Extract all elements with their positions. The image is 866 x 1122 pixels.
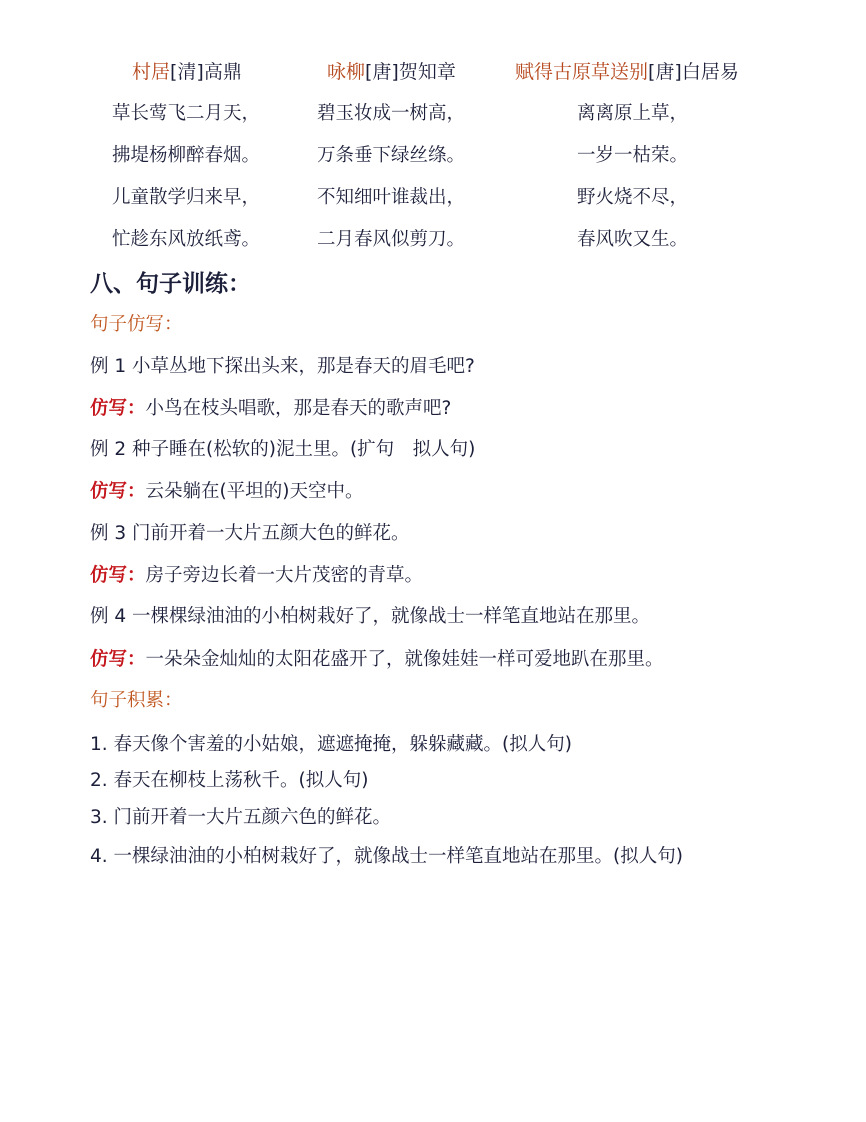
imitation-text: 小鸟在枝头唱歌，那是春天的歌声吧? [145,398,452,419]
accumulation-item: 3. 门前开着一大片五颜六色的鲜花。 [90,807,392,828]
poem-author: [清]高鼎 [170,61,242,83]
example-sentence: 例 2 种子睡在(松软的)泥土里。(扩句 拟人句) [90,439,476,460]
accumulation-item: 4. 一棵绿油油的小柏树栽好了，就像战士一样笔直地站在那里。(拟人句) [90,846,683,867]
poem-line: 草长莺飞二月天， [112,103,261,124]
accumulation-title: 句子积累： [90,690,183,711]
accumulation-item: 2. 春天在柳枝上荡秋千。(拟人句) [90,770,369,791]
poem-line: 万条垂下绿丝绦。 [317,145,466,166]
imitation-text: 云朵躺在(平坦的)天空中。 [145,481,364,502]
poem-title-fudegu [515,56,739,88]
poem-title [515,56,739,88]
example-sentence: 例 1 小草丛地下探出头来，那是春天的眉毛吧? [90,356,475,377]
imitation-answer [90,561,423,591]
poem-line: 忙趁东风放纸鸢。 [112,229,261,250]
poem-line: 二月春风似剪刀。 [317,229,466,250]
poem-line: 野火烧不尽， [577,187,689,208]
imitation-tag: 仿写： [90,649,146,670]
imitation-answer [90,645,664,675]
imitation-title: 句子仿写： [90,314,183,335]
poem-name: 咏柳 [327,61,366,83]
poem-title [327,56,456,88]
poem-title-cunju [132,56,242,88]
poem-name: 赋得古原草送别 [515,61,649,83]
imitation-answer [90,477,363,507]
example-sentence: 例 4 一棵棵绿油油的小柏树栽好了，就像战士一样笔直地站在那里。 [90,606,651,627]
poem-line: 儿童散学归来早， [112,187,261,208]
poem-title [132,56,242,88]
poem-title-yongliu [327,56,456,88]
imitation-tag: 仿写： [90,565,146,586]
imitation-text: 房子旁边长着一大片茂密的青草。 [145,565,424,586]
poem-author: [唐]贺知章 [365,61,456,83]
poem-line: 春风吹又生。 [577,229,689,250]
imitation-text: 一朵朵金灿灿的太阳花盛开了，就像娃娃一样可爱地趴在那里。 [145,649,664,670]
poem-line: 一岁一枯荣。 [577,145,689,166]
accumulation-item: 1. 春天像个害羞的小姑娘，遮遮掩掩，躲躲藏藏。(拟人句) [90,734,572,755]
imitation-tag: 仿写： [90,398,146,419]
poem-author: [唐]白居易 [648,61,739,83]
poem-line: 碧玉妆成一树高， [317,103,466,124]
poem-line: 不知细叶谁裁出， [317,187,466,208]
example-sentence: 例 3 门前开着一大片五颜大色的鲜花。 [90,523,410,544]
poem-line: 离离原上草， [577,103,689,124]
poem-line: 拂堤杨柳醉春烟。 [112,145,261,166]
poem-name: 村居 [132,61,171,83]
imitation-answer [90,394,451,424]
imitation-tag: 仿写： [90,481,146,502]
section-title: 八、句子训练： [90,271,251,297]
